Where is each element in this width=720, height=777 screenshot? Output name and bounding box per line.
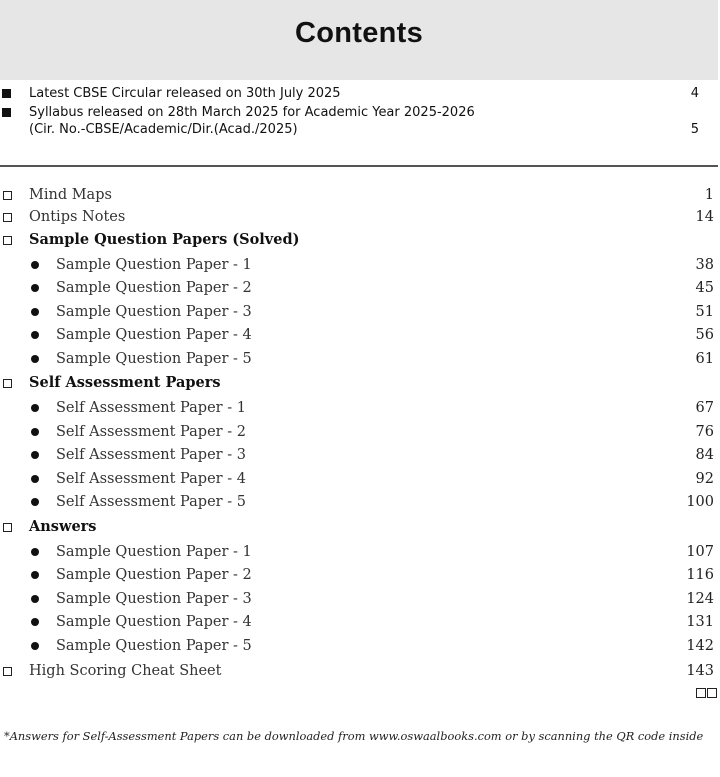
toc-entry-sap-1 (0, 398, 718, 421)
bullet-icon (31, 451, 39, 459)
section-divider (0, 165, 718, 167)
toc-entry-page: 51 (695, 304, 714, 320)
toc-entry-ans-2 (0, 565, 718, 588)
end-square-icon (696, 688, 706, 698)
toc-entry-page: 84 (695, 447, 714, 463)
intro-entry-label: Latest CBSE Circular released on 30th July 2025 (29, 86, 341, 101)
toc-entry-sqp-1 (0, 255, 718, 278)
toc-entry-sap-3 (0, 445, 718, 468)
bullet-icon (31, 308, 39, 316)
bullet-icon (31, 355, 39, 363)
toc-entry-page: 142 (686, 638, 714, 654)
toc-entry-sqp-4 (0, 325, 718, 348)
toc-entry-label: Self Assessment Paper - 2 (56, 424, 246, 440)
toc-entry-label: Sample Question Paper - 3 (56, 591, 252, 607)
toc-entry-page: 100 (686, 494, 714, 510)
checkbox-square-icon (3, 213, 12, 222)
bullet-icon (31, 404, 39, 412)
toc-entry-sqp-5 (0, 349, 718, 372)
toc-entry-page: 61 (695, 351, 714, 367)
checkbox-square-icon (3, 667, 12, 676)
bullet-icon (31, 284, 39, 292)
bullet-icon (31, 331, 39, 339)
toc-section-self-assessment (0, 373, 718, 396)
toc-entry-label: Sample Question Paper - 1 (56, 257, 252, 273)
toc-entry-page: 1 (704, 187, 714, 203)
footnote: *Answers for Self-Assessment Papers can be downloaded from www.oswaalbooks.com or by scanning the QR code inside (4, 729, 704, 743)
toc-entry-sqp-2 (0, 278, 718, 301)
toc-entry-ans-1 (0, 542, 718, 565)
toc-entry-page: 116 (686, 567, 714, 583)
toc-entry-label: Sample Question Paper - 5 (56, 351, 252, 367)
toc-entry-sap-5 (0, 492, 718, 515)
toc-entry-label: Sample Question Paper - 2 (56, 280, 252, 296)
toc-section-sample-papers (0, 230, 718, 253)
toc-entry-page: 124 (686, 591, 714, 607)
toc-entry-sqp-3 (0, 302, 718, 325)
toc-entry-page: 92 (695, 471, 714, 487)
filled-square-icon (2, 108, 11, 117)
toc-entry-label: High Scoring Cheat Sheet (29, 663, 222, 679)
contents-header (0, 0, 718, 80)
bullet-icon (31, 595, 39, 603)
toc-entry-page: 143 (686, 663, 714, 679)
bullet-icon (31, 428, 39, 436)
intro-entry-page: 4 (690, 86, 699, 101)
toc-entry-page: 131 (686, 614, 714, 630)
toc-entry-mind-maps (0, 185, 718, 208)
end-square-icon (707, 688, 717, 698)
page-title: Contents (294, 17, 424, 49)
toc-entry-page: 14 (695, 209, 714, 225)
toc-entry-ans-5 (0, 636, 718, 659)
bullet-icon (31, 571, 39, 579)
toc-entry-label: Sample Question Paper - 5 (56, 638, 252, 654)
toc-entry-label: Sample Question Paper - 1 (56, 544, 252, 560)
toc-entry-page: 38 (695, 257, 714, 273)
bullet-icon (31, 618, 39, 626)
toc-entry-page: 67 (695, 400, 714, 416)
toc-section-label: Sample Question Papers (Solved) (29, 231, 300, 248)
toc-section-answers (0, 517, 718, 540)
intro-entry-page: 5 (690, 122, 699, 137)
toc-entry-label: Sample Question Paper - 4 (56, 614, 252, 630)
bullet-icon (31, 548, 39, 556)
toc-entry-page: 76 (695, 424, 714, 440)
toc-entry-label: Ontips Notes (29, 209, 126, 225)
toc-entry-label: Self Assessment Paper - 1 (56, 400, 246, 416)
toc-entry-sap-4 (0, 469, 718, 492)
toc-entry-page: 56 (695, 327, 714, 343)
toc-entry-label: Self Assessment Paper - 3 (56, 447, 246, 463)
checkbox-square-icon (3, 523, 12, 532)
toc-entry-sap-2 (0, 422, 718, 445)
toc-entry-ans-3 (0, 589, 718, 612)
intro-entry-label: Syllabus released on 28th March 2025 for Academic Year 2025-2026 (29, 105, 475, 120)
toc-entry-ontips (0, 207, 718, 230)
toc-entry-page: 45 (695, 280, 714, 296)
filled-square-icon (2, 89, 11, 98)
bullet-icon (31, 498, 39, 506)
bullet-icon (31, 475, 39, 483)
bullet-icon (31, 642, 39, 650)
toc-section-label: Answers (29, 518, 97, 535)
toc-entry-label: Self Assessment Paper - 5 (56, 494, 246, 510)
checkbox-square-icon (3, 236, 12, 245)
checkbox-square-icon (3, 379, 12, 388)
bullet-icon (31, 261, 39, 269)
toc-entry-ans-4 (0, 612, 718, 635)
toc-entry-page: 107 (686, 544, 714, 560)
toc-entry-cheat-sheet (0, 661, 718, 684)
toc-entry-label: Sample Question Paper - 4 (56, 327, 252, 343)
checkbox-square-icon (3, 191, 12, 200)
toc-entry-label: Mind Maps (29, 187, 112, 203)
toc-entry-label: Sample Question Paper - 3 (56, 304, 252, 320)
toc-entry-label: Self Assessment Paper - 4 (56, 471, 246, 487)
intro-entry-label-line2: (Cir. No.-CBSE/Academic/Dir.(Acad./2025) (29, 122, 298, 137)
toc-section-label: Self Assessment Papers (29, 374, 221, 391)
toc-entry-label: Sample Question Paper - 2 (56, 567, 252, 583)
